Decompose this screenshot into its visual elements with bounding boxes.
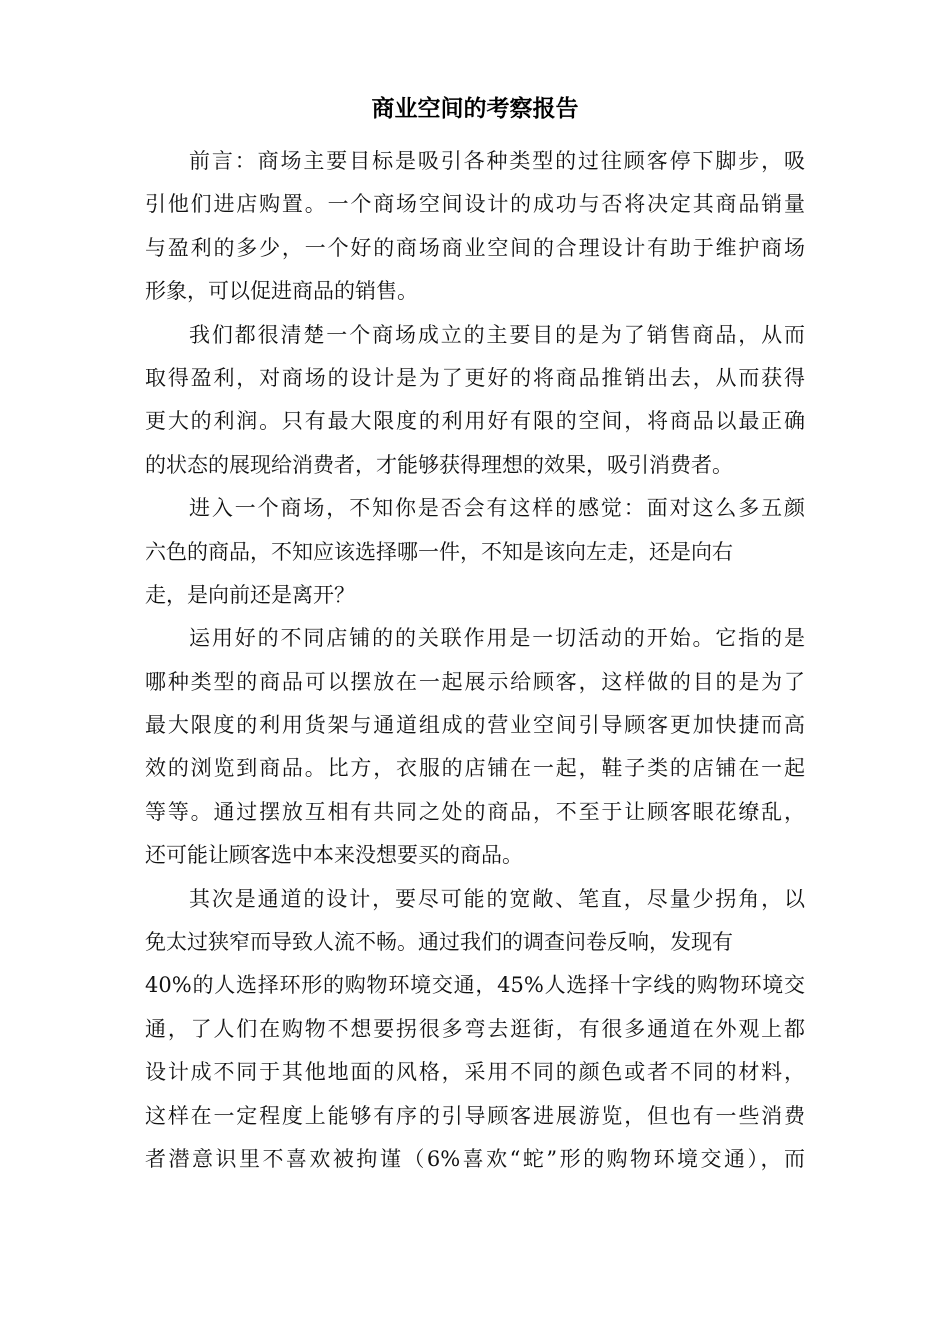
- text-line: 还可能让顾客选中本来没想要买的商品。: [145, 843, 523, 868]
- text-line: 运用好的不同店铺的的关联作用是一切活动的开始。它指的是: [189, 626, 805, 651]
- paragraph-preface: [145, 140, 805, 314]
- text-line: 通，了人们在购物不想要拐很多弯去逛街，有很多通道在外观上都: [145, 1016, 805, 1041]
- text-line: 形象，可以促进商品的销售。: [145, 279, 418, 304]
- text-line: 等等。通过摆放互相有共同之处的商品，不至于让顾客眼花缭乱，: [145, 799, 805, 824]
- text-line: 40%的人选择环形的购物环境交通，45%人选择十字线的购物环境交: [145, 973, 805, 998]
- text-line: 引他们进店购置。一个商场空间设计的成功与否将决定其商品销量: [145, 192, 805, 217]
- text-line: 更大的利润。只有最大限度的利用好有限的空间，将商品以最正确: [145, 409, 805, 434]
- paragraph-entering: [145, 487, 805, 617]
- text-line: 前言：商场主要目标是吸引各种类型的过往顾客停下脚步，吸: [189, 149, 805, 173]
- text-line: 进入一个商场，不知你是否会有这样的感觉：面对这么多五颜: [189, 496, 805, 521]
- text-line: 我们都很清楚一个商场成立的主要目的是为了销售商品，从而: [189, 322, 805, 347]
- text-line: 走，是向前还是离开？: [145, 582, 355, 607]
- document-title: 商业空间的考察报告: [371, 96, 579, 122]
- text-line: 者潜意识里不喜欢被拘谨（6%喜欢“蛇”形的购物环境交通），而: [145, 1146, 805, 1171]
- paragraph-aisle-design: [145, 878, 805, 1182]
- text-line: 取得盈利，对商场的设计是为了更好的将商品推销出去，从而获得: [145, 365, 805, 390]
- text-line: 这样在一定程度上能够有序的引导顾客进展游览，但也有一些消费: [145, 1103, 805, 1128]
- text-line: 最大限度的利用货架与通道组成的营业空间引导顾客更加快捷而高: [145, 713, 805, 738]
- text-line: 设计成不同于其他地面的风格，采用不同的颜色或者不同的材料，: [145, 1060, 805, 1085]
- text-line: 效的浏览到商品。比方，衣服的店铺在一起，鞋子类的店铺在一起: [145, 756, 805, 781]
- paragraph-purpose: [145, 314, 805, 488]
- text-line: 其次是通道的设计，要尽可能的宽敞、笔直，尽量少拐角，以: [189, 886, 805, 911]
- text-line: 的状态的展现给消费者，才能够获得理想的效果，吸引消费者。: [145, 452, 733, 477]
- text-line: 六色的商品，不知应该选择哪一件，不知是该向左走，还是向右: [145, 539, 733, 564]
- text-line: 免太过狭窄而导致人流不畅。通过我们的调查问卷反响，发现有: [145, 930, 733, 955]
- document-body: [145, 140, 805, 1181]
- text-line: 与盈利的多少，一个好的商场商业空间的合理设计有助于维护商场: [145, 235, 805, 260]
- paragraph-store-association: [145, 617, 805, 877]
- text-line: 哪种类型的商品可以摆放在一起展示给顾客，这样做的目的是为了: [145, 669, 805, 694]
